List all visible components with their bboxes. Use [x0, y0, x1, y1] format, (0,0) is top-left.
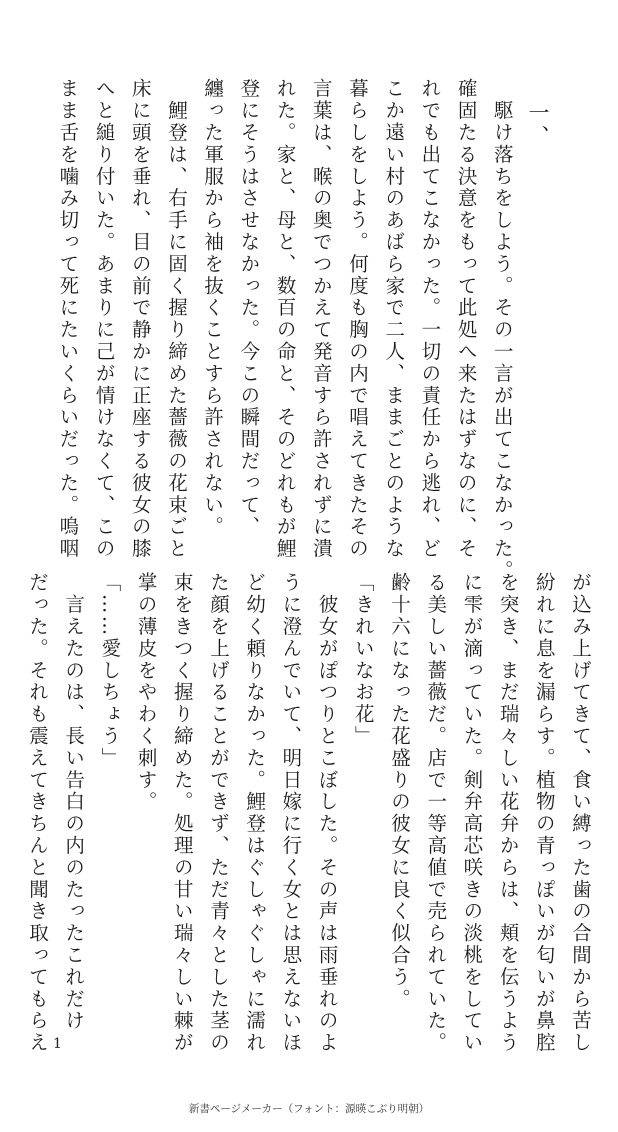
text-line: た顔を上げることができず、ただ青々とした茎の: [206, 572, 230, 1054]
text-line: へと縋り付いた。あまりに己が情けなくて、この: [92, 78, 116, 560]
text-line: 確固たる決意をもって此処へ来たはずなのに、そ: [454, 78, 478, 560]
text-line: が込み上げてきて、食い縛った歯の合間から苦し: [569, 572, 592, 1054]
text-line: 鯉登は、右手に固く握り締めた薔薇の花束ごと: [164, 78, 188, 560]
text-line: れた。家と、母と、数百の命と、そのどれもが鯉: [273, 78, 297, 560]
text-line: 齢十六になった花盛りの彼女に良く似合う。: [387, 572, 411, 1010]
text-line: 「……愛しちょう」: [98, 572, 122, 770]
chapter-heading: 一、: [526, 78, 550, 149]
text-line: 登にそうはさせなかった。今この瞬間だって、: [237, 78, 261, 538]
text-line: まま舌を噛み切って死にたいくらいだった。嗚咽: [56, 78, 80, 560]
text-line: 「きれいなお花」: [351, 572, 375, 748]
text-line: 纏った軍服から袖を抜くことすら許されない。: [201, 78, 225, 538]
text-line: だった。それも震えてきちんと聞き取ってもらえ: [25, 572, 49, 1054]
text-line: 掌の薄皮をやわく刺す。: [134, 572, 158, 813]
text-line: を突き、まだ瑞々しい花弁からは、頬を伝うよう: [496, 572, 520, 1054]
text-line: 言葉は、喉の奥でつかえて発音すら許されずに潰: [309, 78, 333, 560]
text-line: 彼女がぽつりとこぼした。その声は雨垂れのよ: [315, 572, 339, 1054]
text-line: 紛れに息を漏らす。植物の青っぽいが匂いが鼻腔: [532, 572, 556, 1054]
text-line: 駆け落ちをしよう。その一言が出てこなかった。: [490, 78, 514, 582]
text-line: うに澄んでいて、明日嫁に行く女とは思えないほ: [279, 572, 303, 1054]
page-number: 1: [53, 1036, 62, 1052]
text-line: ど幼く頼りなかった。鯉登はぐしゃぐしゃに濡れ: [243, 572, 267, 1054]
lower-text-block: [19, 572, 598, 1054]
text-line: 床に頭を垂れ、目の前で静かに正座する彼女の膝: [128, 78, 152, 560]
footer-credit: 新書ページメーカー（フォント：源暎こぶり明朝）: [188, 1103, 430, 1115]
text-line: 暮らしをしよう。何度も胸の内で唱えてきたその: [345, 78, 369, 560]
text-line: こか遠い村のあばら家で二人、ままごとのような: [382, 78, 406, 560]
text-line: に雫が滴っていた。剣弁高芯咲きの淡桃をしてい: [460, 572, 484, 1054]
text-line: 言えたのは、長い告白の内のたったこれだけ: [62, 572, 86, 1032]
text-line: 束をきつく握り締めた。処理の甘い瑞々しい棘が: [170, 572, 194, 1054]
text-line: る美しい薔薇だ。店で一等高値で売られていた。: [424, 572, 448, 1054]
upper-text-block: [49, 78, 556, 582]
text-line: れでも出てこなかった。一切の責任から逃れ、ど: [418, 78, 442, 560]
